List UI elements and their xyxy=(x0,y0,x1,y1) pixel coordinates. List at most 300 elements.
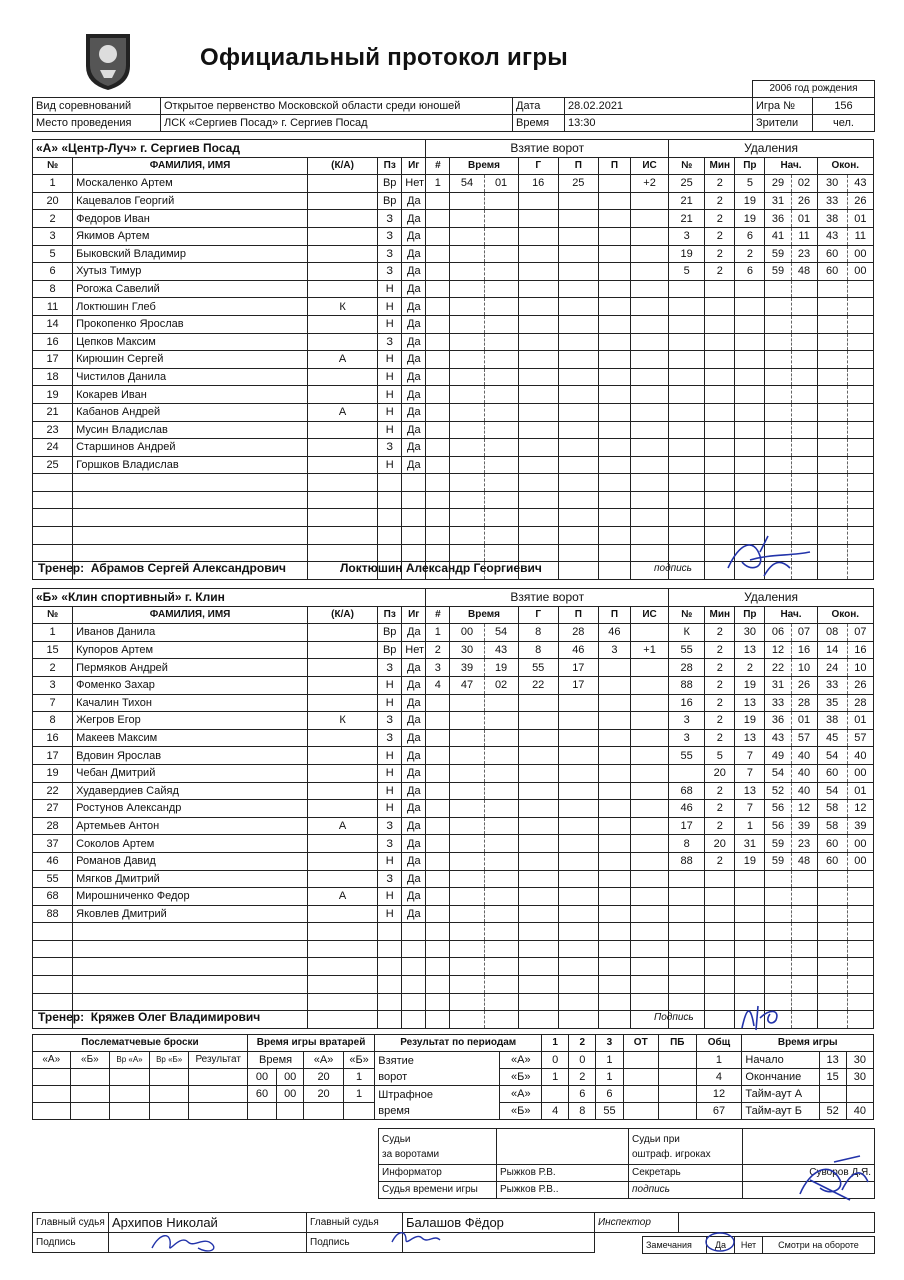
penalty-minutes: 5 xyxy=(705,747,735,765)
penalty-end-sec: 40 xyxy=(847,747,873,765)
table-row xyxy=(33,940,874,958)
penalty-end-min: 33 xyxy=(817,192,847,210)
goal-scorer xyxy=(518,888,558,906)
goal-number xyxy=(426,491,450,509)
player-number: 1 xyxy=(33,175,73,193)
penalty-end-min xyxy=(817,439,847,457)
goal-number xyxy=(426,456,450,474)
penalty-player xyxy=(669,544,705,562)
player-name xyxy=(73,976,308,994)
team-b-table: «Б» «Клин спортивный» г. Клин Взятие ворот Удаления № ФАМИЛИЯ, ИМЯ (К/А) Пз Иг # Время Г П П ИС № Мин Пр Нач. Окон. 1 Иванов Данила Вр Да 1 00 54 8 28 46 К 2 30 06 07 08 07 15 Купоров Артем Вр Нет 2 30 43 8 46 3 +1 55 2 13 12 16 14 16 2 Пермяков Андрей З Да 3 39 19 55 17 28 2 2 22 10 24 10 3 Фоменко Захар Н Да 4 47 02 22 17 88 2 19 31 26 33 26 7 Качалин Тихон Н Да 16 2 13 33 28 35 28 8 Жегров Егор К З Да 3 2 19 36 01 38 01 16 Макеев Максим З Да 3 2 13 43 57 45 57 17 Вдовин Ярослав Н Да 55 5 7 49 40 54 40 19 Чебан Дмитрий Н Да 20 7 54 40 60 00 22 Худавердиев Сайяд Н Да 68 2 13 52 40 54 01 27 Ростунов Александр Н Да 46 2 7 56 12 58 12 28 Артемьев Антон А З Да 17 2 1 56 39 58 39 37 Соколов Артем З Да 8 20 31 59 23 60 00 46 Романов Давид Н Да 88 2 19 59 48 60 00 55 Мягков Дмитрий З Да 68 Мирошниченко Федор А Н Да 88 Яковлев Дмитрий Н Да xyxy=(32,588,874,1029)
player-name: Локтюшин Глеб xyxy=(73,298,308,316)
goal-situation xyxy=(630,940,668,958)
player-name xyxy=(73,993,308,1011)
table-row xyxy=(33,835,874,853)
game-label: Игра № xyxy=(753,98,813,115)
player-name: Соколов Артем xyxy=(73,835,308,853)
penalty-start-sec: 10 xyxy=(791,659,817,677)
goal-scorer xyxy=(518,976,558,994)
penalty-start-sec xyxy=(791,315,817,333)
player-name: Мирошниченко Федор xyxy=(73,888,308,906)
penalty-start-sec xyxy=(791,474,817,492)
goal-second xyxy=(484,993,518,1011)
player-number: 37 xyxy=(33,835,73,853)
goal-number: 4 xyxy=(426,676,450,694)
penalty-minutes xyxy=(705,905,735,923)
penalty-end-sec: 00 xyxy=(847,764,873,782)
goal-assist-2 xyxy=(598,1011,630,1029)
penalty-end-min: 54 xyxy=(817,782,847,800)
player-name: Худавердиев Сайяд xyxy=(73,782,308,800)
penalty-end-min xyxy=(817,280,847,298)
goal-minute xyxy=(450,227,484,245)
penalty-minutes xyxy=(705,368,735,386)
player-name: Чебан Дмитрий xyxy=(73,764,308,782)
table-row xyxy=(33,782,874,800)
goal-second xyxy=(484,835,518,853)
goal-assist-1 xyxy=(558,888,598,906)
player-position xyxy=(378,509,402,527)
penalty-player: 21 xyxy=(669,192,705,210)
goal-scorer xyxy=(518,712,558,730)
penalty-player: 3 xyxy=(669,729,705,747)
goal-minute xyxy=(450,852,484,870)
goal-number xyxy=(426,817,450,835)
goal-minute xyxy=(450,386,484,404)
team-a-coach2: Локтюшин Александр Георгиевич xyxy=(340,561,542,575)
penalty-start-sec: 26 xyxy=(791,192,817,210)
penalty-code: 13 xyxy=(735,694,765,712)
player-number xyxy=(33,527,73,545)
table-row xyxy=(33,676,874,694)
player-role xyxy=(307,659,377,677)
table-row xyxy=(33,192,874,210)
goal-second xyxy=(484,817,518,835)
goal-second xyxy=(484,280,518,298)
penalty-player xyxy=(669,456,705,474)
penalty-code: 13 xyxy=(735,782,765,800)
goal-assist-2 xyxy=(598,280,630,298)
penalty-player: К xyxy=(669,624,705,642)
player-position: Вр xyxy=(378,175,402,193)
penalty-end-min: 54 xyxy=(817,747,847,765)
penalty-end-sec xyxy=(847,544,873,562)
player-number: 20 xyxy=(33,192,73,210)
penalty-start-sec xyxy=(791,870,817,888)
penalty-start-sec xyxy=(791,298,817,316)
penalty-minutes: 2 xyxy=(705,210,735,228)
player-role xyxy=(307,439,377,457)
goal-second xyxy=(484,227,518,245)
penalty-end-min xyxy=(817,905,847,923)
player-role xyxy=(307,263,377,281)
goal-second xyxy=(484,527,518,545)
penalty-end-sec: 10 xyxy=(847,659,873,677)
penalty-start-sec: 40 xyxy=(791,782,817,800)
player-role: К xyxy=(307,298,377,316)
goal-second xyxy=(484,386,518,404)
player-name: Фоменко Захар xyxy=(73,676,308,694)
goal-assist-2 xyxy=(598,298,630,316)
goal-second xyxy=(484,800,518,818)
goal-assist-1 xyxy=(558,315,598,333)
player-position: З xyxy=(378,870,402,888)
goal-assist-2 xyxy=(598,747,630,765)
goal-assist-2 xyxy=(598,993,630,1011)
goal-situation xyxy=(630,333,668,351)
penalty-end-min xyxy=(817,333,847,351)
player-name: Ростунов Александр xyxy=(73,800,308,818)
penalty-player: 46 xyxy=(669,800,705,818)
goal-assist-1 xyxy=(558,227,598,245)
penalty-player xyxy=(669,403,705,421)
player-played: Да xyxy=(402,624,426,642)
penalty-start-sec: 01 xyxy=(791,712,817,730)
goalie-time-title: Время игры вратарей xyxy=(247,1035,374,1052)
player-role xyxy=(307,1011,377,1029)
goal-situation xyxy=(630,782,668,800)
table-row xyxy=(33,386,874,404)
player-role xyxy=(307,280,377,298)
penalty-code xyxy=(735,491,765,509)
goal-situation xyxy=(630,676,668,694)
player-number: 8 xyxy=(33,712,73,730)
goal-assist-1 xyxy=(558,993,598,1011)
date-label: Дата xyxy=(513,98,565,115)
player-position: Н xyxy=(378,888,402,906)
goal-second xyxy=(484,747,518,765)
penalty-code xyxy=(735,958,765,976)
penalty-end-sec: 43 xyxy=(847,175,873,193)
player-position xyxy=(378,923,402,941)
penalty-minutes xyxy=(705,509,735,527)
penalty-start-sec: 23 xyxy=(791,835,817,853)
competition-label: Вид соревнований xyxy=(33,98,161,115)
goal-scorer xyxy=(518,368,558,386)
goal-number xyxy=(426,210,450,228)
goal-second xyxy=(484,474,518,492)
player-played: Да xyxy=(402,659,426,677)
goal-scorer xyxy=(518,298,558,316)
table-row xyxy=(33,817,874,835)
player-position: З xyxy=(378,729,402,747)
officials-table: Судьи за воротами Судьи при оштраф. игроках Информатор Рыжков Р.В. Секретарь Суворов Д.Я. Судья времени игры Рыжков Р.В.. подпись xyxy=(378,1128,875,1199)
date-value: 28.02.2021 xyxy=(565,98,753,115)
penalty-start-min xyxy=(765,958,791,976)
penalty-minutes xyxy=(705,958,735,976)
goal-scorer xyxy=(518,456,558,474)
player-number: 3 xyxy=(33,227,73,245)
player-position: Вр xyxy=(378,624,402,642)
penalty-end-sec: 39 xyxy=(847,817,873,835)
player-name: Мягков Дмитрий xyxy=(73,870,308,888)
penalty-minutes xyxy=(705,315,735,333)
penalty-start-min: 59 xyxy=(765,263,791,281)
player-name: Пермяков Андрей xyxy=(73,659,308,677)
team-a-sign-label: подпись xyxy=(654,563,692,574)
player-name xyxy=(73,509,308,527)
goal-second xyxy=(484,729,518,747)
penalty-minutes: 2 xyxy=(705,624,735,642)
table-row xyxy=(33,747,874,765)
penalty-end-min: 60 xyxy=(817,852,847,870)
goal-situation xyxy=(630,958,668,976)
penalty-code xyxy=(735,888,765,906)
penalty-start-min xyxy=(765,976,791,994)
goal-minute xyxy=(450,192,484,210)
player-played: Да xyxy=(402,817,426,835)
penalty-start-min xyxy=(765,298,791,316)
remarks-yes-circle xyxy=(702,1228,738,1254)
penalty-end-min: 58 xyxy=(817,800,847,818)
goal-assist-2 xyxy=(598,263,630,281)
penalty-minutes xyxy=(705,403,735,421)
penalty-end-min xyxy=(817,993,847,1011)
penalty-minutes: 2 xyxy=(705,659,735,677)
goal-scorer: 22 xyxy=(518,676,558,694)
penalty-end-min: 35 xyxy=(817,694,847,712)
penalty-end-min xyxy=(817,421,847,439)
penalty-end-min xyxy=(817,976,847,994)
goal-assist-1 xyxy=(558,940,598,958)
goal-minute xyxy=(450,245,484,263)
penalty-end-min: 60 xyxy=(817,245,847,263)
penalty-start-min: 31 xyxy=(765,676,791,694)
player-played: Да xyxy=(402,315,426,333)
player-role: А xyxy=(307,351,377,369)
player-position xyxy=(378,1011,402,1029)
goal-number xyxy=(426,403,450,421)
goal-number xyxy=(426,368,450,386)
player-number xyxy=(33,958,73,976)
goal-second xyxy=(484,491,518,509)
goal-assist-2 xyxy=(598,227,630,245)
penalty-player xyxy=(669,976,705,994)
player-played: Да xyxy=(402,905,426,923)
penalty-end-sec xyxy=(847,976,873,994)
penalty-end-sec xyxy=(847,439,873,457)
goal-number xyxy=(426,764,450,782)
player-role xyxy=(307,747,377,765)
player-position: З xyxy=(378,817,402,835)
game-value: 156 xyxy=(813,98,875,115)
goal-scorer xyxy=(518,694,558,712)
penalty-player: 55 xyxy=(669,641,705,659)
penalty-player: 17 xyxy=(669,817,705,835)
secretary-signature xyxy=(790,1150,874,1206)
penalty-code xyxy=(735,456,765,474)
penalty-start-sec: 28 xyxy=(791,694,817,712)
player-name: Москаленко Артем xyxy=(73,175,308,193)
player-name: Кокарев Иван xyxy=(73,386,308,404)
table-row xyxy=(33,210,874,228)
goal-situation xyxy=(630,474,668,492)
player-name: Купоров Артем xyxy=(73,641,308,659)
player-played: Да xyxy=(402,227,426,245)
player-position: З xyxy=(378,712,402,730)
goal-assist-1 xyxy=(558,527,598,545)
goal-scorer xyxy=(518,227,558,245)
time-value: 13:30 xyxy=(565,115,753,132)
player-played: Да xyxy=(402,333,426,351)
team-b-signature xyxy=(736,996,796,1036)
goal-situation xyxy=(630,439,668,457)
table-row xyxy=(33,923,874,941)
goal-situation: +1 xyxy=(630,641,668,659)
goal-assist-2 xyxy=(598,386,630,404)
penalty-start-sec xyxy=(791,403,817,421)
penalty-player: 88 xyxy=(669,852,705,870)
penalty-end-sec xyxy=(847,993,873,1011)
penalty-start-min xyxy=(765,491,791,509)
player-played xyxy=(402,923,426,941)
goal-second xyxy=(484,923,518,941)
table-row xyxy=(33,263,874,281)
goal-second xyxy=(484,509,518,527)
player-played: Да xyxy=(402,888,426,906)
player-name: Старшинов Андрей xyxy=(73,439,308,457)
goal-scorer xyxy=(518,491,558,509)
goal-minute xyxy=(450,1011,484,1029)
player-played xyxy=(402,491,426,509)
player-role xyxy=(307,227,377,245)
goal-number xyxy=(426,782,450,800)
penalty-player xyxy=(669,527,705,545)
penalty-code: 13 xyxy=(735,641,765,659)
team-a-coach1: Абрамов Сергей Александрович xyxy=(90,561,286,575)
player-role xyxy=(307,676,377,694)
player-played xyxy=(402,474,426,492)
spectators-label: Зрители xyxy=(753,115,813,132)
goal-assist-1 xyxy=(558,764,598,782)
penalty-end-sec xyxy=(847,386,873,404)
goal-minute: 30 xyxy=(450,641,484,659)
goal-assist-2 xyxy=(598,509,630,527)
goal-situation xyxy=(630,712,668,730)
penalty-player xyxy=(669,905,705,923)
table-row xyxy=(33,976,874,994)
goal-number xyxy=(426,351,450,369)
goal-situation xyxy=(630,764,668,782)
penalty-start-sec: 01 xyxy=(791,210,817,228)
goal-situation xyxy=(630,694,668,712)
penalty-player xyxy=(669,958,705,976)
goal-scorer xyxy=(518,729,558,747)
penalty-end-sec: 01 xyxy=(847,782,873,800)
goal-assist-2 xyxy=(598,210,630,228)
penalty-end-sec xyxy=(847,923,873,941)
goal-number xyxy=(426,976,450,994)
goal-assist-2 xyxy=(598,712,630,730)
goal-scorer xyxy=(518,421,558,439)
goal-second: 01 xyxy=(484,175,518,193)
goal-assist-2 xyxy=(598,403,630,421)
player-played xyxy=(402,1011,426,1029)
penalty-end-min: 38 xyxy=(817,712,847,730)
player-played: Да xyxy=(402,245,426,263)
goal-assist-1 xyxy=(558,368,598,386)
goal-second xyxy=(484,421,518,439)
player-played: Да xyxy=(402,852,426,870)
player-number: 21 xyxy=(33,403,73,421)
penalty-code xyxy=(735,280,765,298)
goal-second: 54 xyxy=(484,624,518,642)
penalty-end-sec xyxy=(847,1011,873,1029)
player-position: З xyxy=(378,333,402,351)
penalty-code xyxy=(735,923,765,941)
penalty-end-sec: 26 xyxy=(847,192,873,210)
penalty-end-sec xyxy=(847,905,873,923)
player-position: Н xyxy=(378,386,402,404)
goal-number xyxy=(426,729,450,747)
player-name xyxy=(73,491,308,509)
penalty-minutes: 2 xyxy=(705,782,735,800)
penalty-start-min: 59 xyxy=(765,835,791,853)
goal-minute xyxy=(450,298,484,316)
player-number: 17 xyxy=(33,351,73,369)
penalty-code: 7 xyxy=(735,747,765,765)
goal-situation xyxy=(630,729,668,747)
player-position xyxy=(378,474,402,492)
goal-assist-2 xyxy=(598,676,630,694)
penalty-player xyxy=(669,474,705,492)
goal-number xyxy=(426,852,450,870)
player-position: З xyxy=(378,263,402,281)
team-a-coach: Тренер: Абрамов Сергей Александрович xyxy=(38,561,286,575)
goal-situation xyxy=(630,386,668,404)
goal-number xyxy=(426,923,450,941)
player-number xyxy=(33,940,73,958)
penalty-start-min xyxy=(765,870,791,888)
penalty-end-sec: 16 xyxy=(847,641,873,659)
penalty-minutes: 2 xyxy=(705,641,735,659)
goal-situation xyxy=(630,852,668,870)
goal-number xyxy=(426,1011,450,1029)
goal-situation xyxy=(630,491,668,509)
goal-situation xyxy=(630,800,668,818)
penalty-code: 19 xyxy=(735,676,765,694)
penalty-code: 19 xyxy=(735,712,765,730)
goal-number xyxy=(426,245,450,263)
penalty-code xyxy=(735,421,765,439)
table-row xyxy=(33,905,874,923)
player-role: К xyxy=(307,712,377,730)
penalty-end-min: 38 xyxy=(817,210,847,228)
penalty-end-min xyxy=(817,888,847,906)
goal-assist-2 xyxy=(598,764,630,782)
penalty-start-min: 56 xyxy=(765,817,791,835)
player-played: Да xyxy=(402,782,426,800)
player-name: Романов Давид xyxy=(73,852,308,870)
goal-assist-2 xyxy=(598,782,630,800)
goal-minute xyxy=(450,940,484,958)
player-played: Да xyxy=(402,747,426,765)
penalty-start-sec xyxy=(791,509,817,527)
penalty-end-min xyxy=(817,870,847,888)
goal-assist-1 xyxy=(558,905,598,923)
penalty-start-min: 06 xyxy=(765,624,791,642)
penalty-end-sec xyxy=(847,333,873,351)
penalty-player: 3 xyxy=(669,712,705,730)
player-name: Кабанов Андрей xyxy=(73,403,308,421)
player-number: 6 xyxy=(33,263,73,281)
player-played: Да xyxy=(402,694,426,712)
penalty-player: 3 xyxy=(669,227,705,245)
goal-minute xyxy=(450,905,484,923)
goal-situation xyxy=(630,509,668,527)
goal-minute xyxy=(450,403,484,421)
penalty-start-sec xyxy=(791,958,817,976)
